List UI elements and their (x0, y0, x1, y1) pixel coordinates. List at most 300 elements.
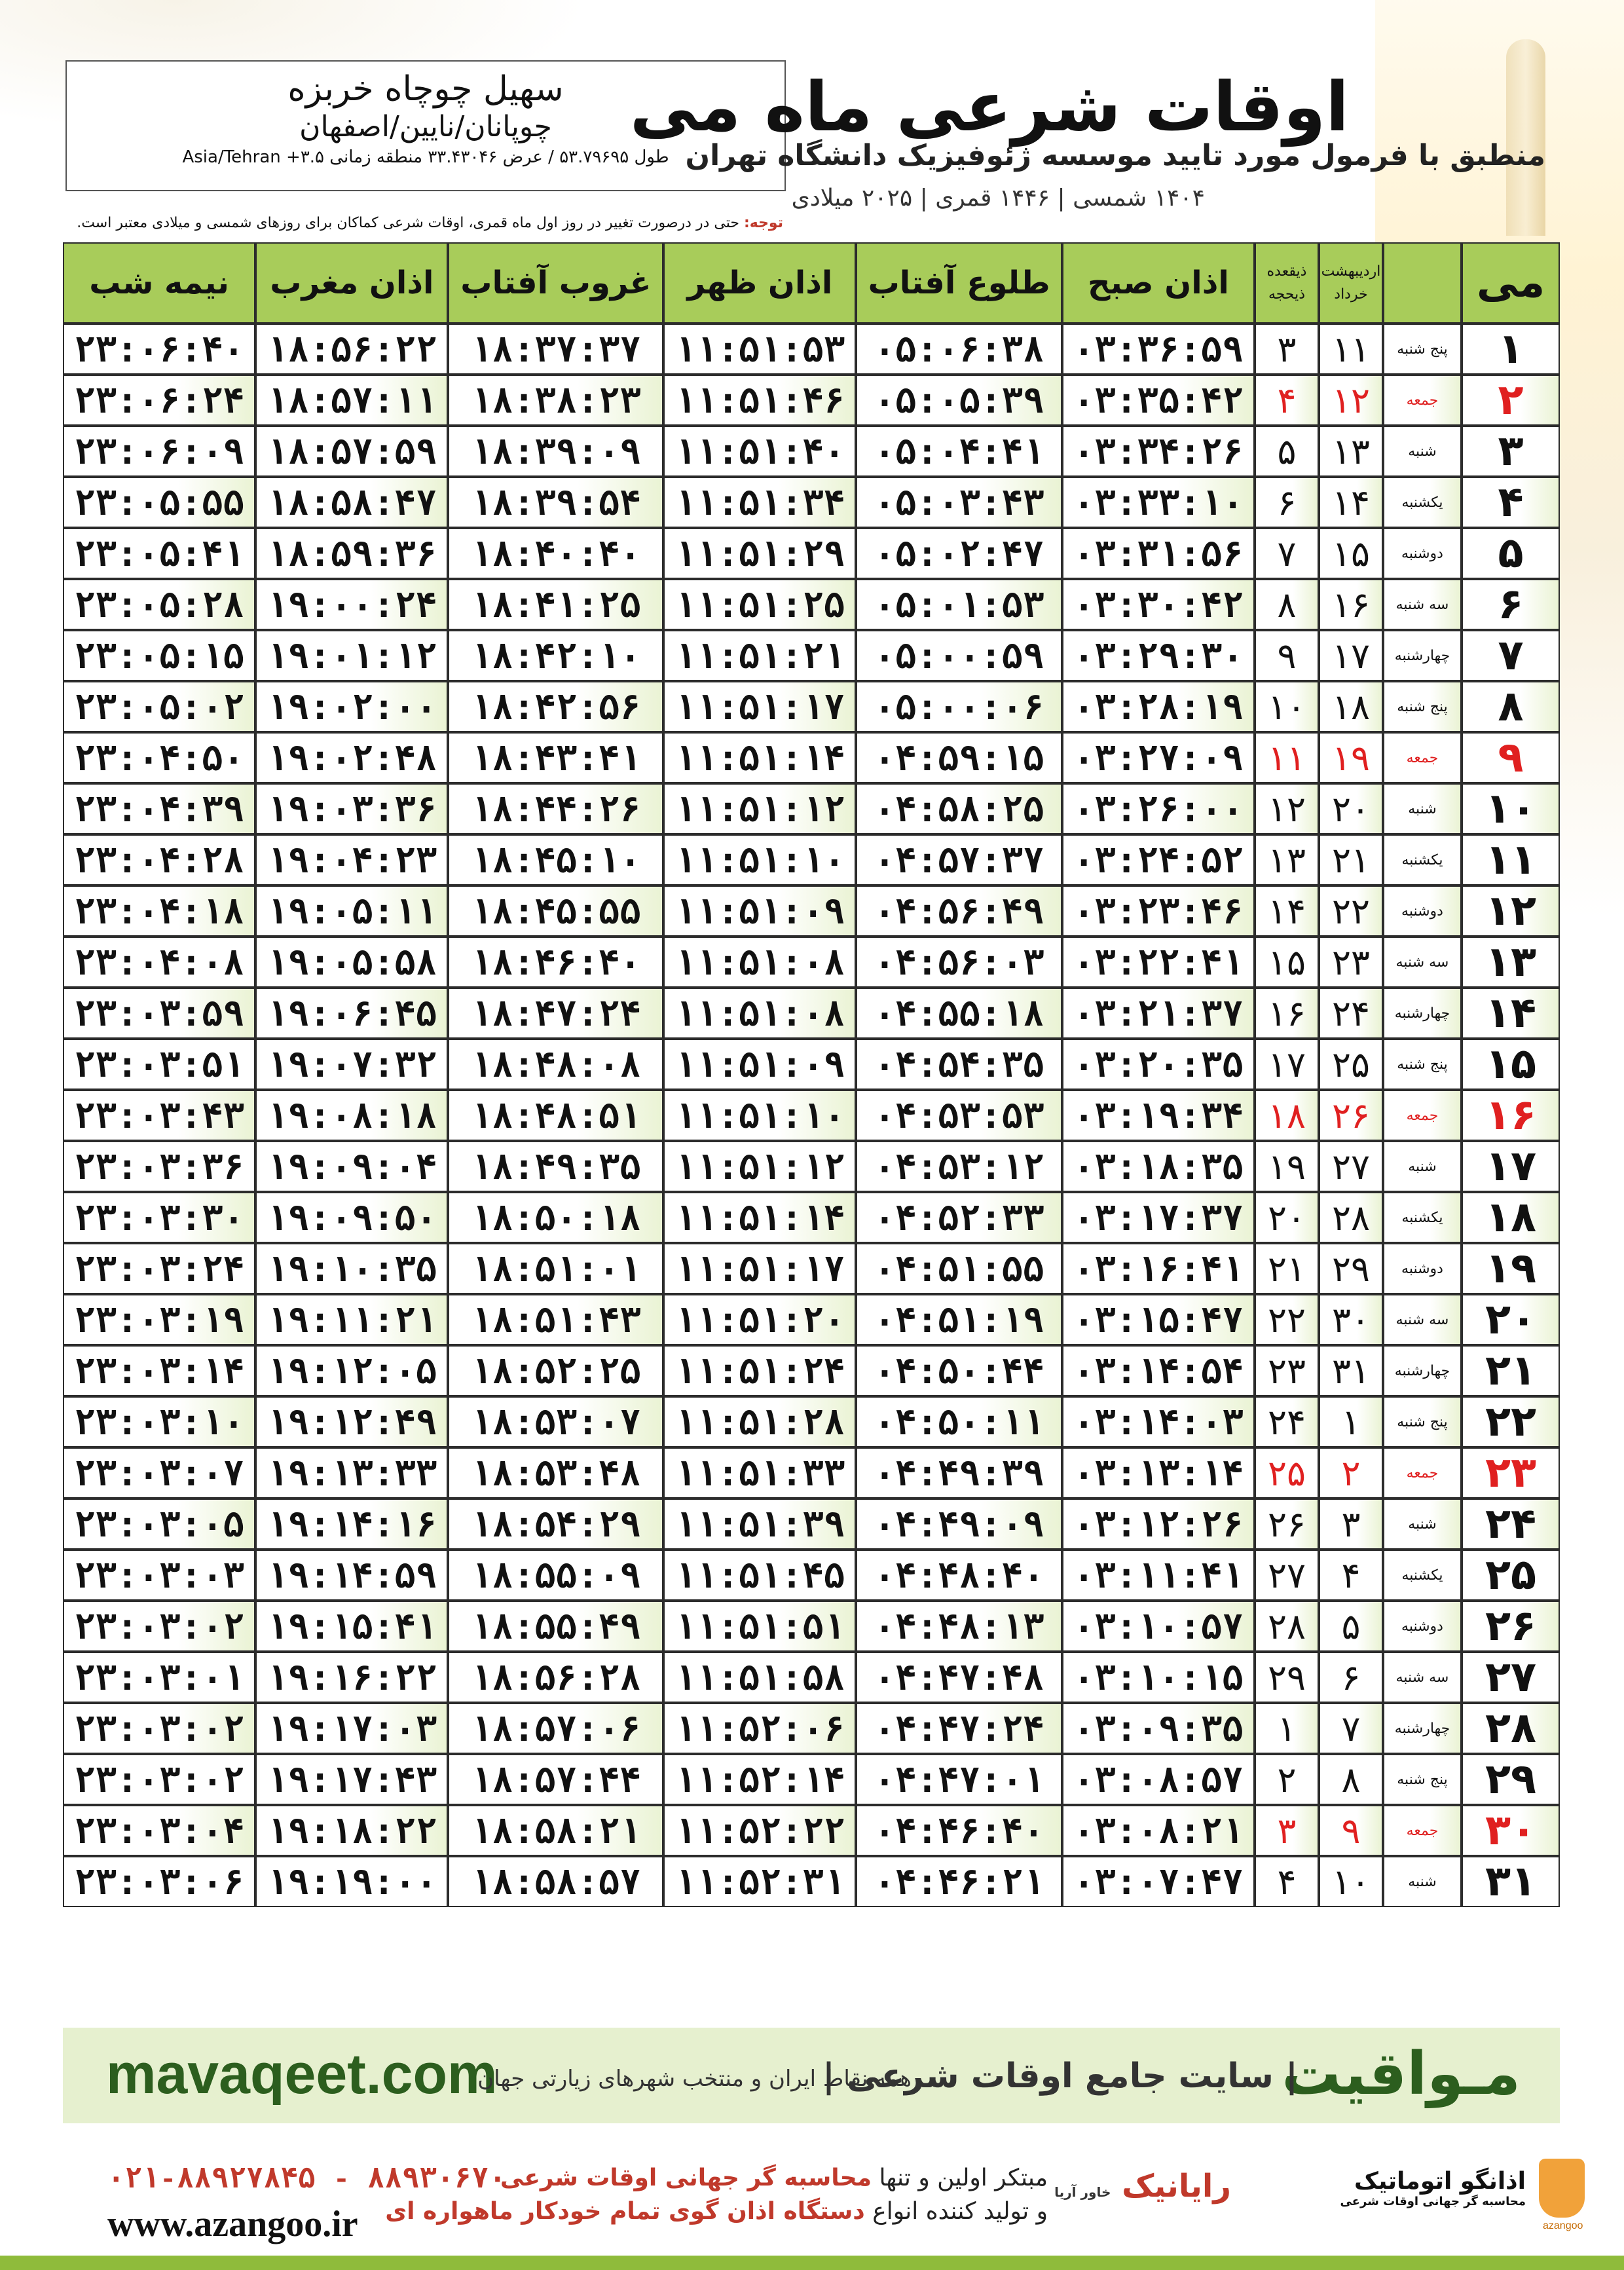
midnight-time: ۲۳:۰۳:۰۲ (63, 1754, 255, 1805)
sunrise-time: ۰۴:۵۰:۴۴ (856, 1345, 1061, 1396)
weekday: جمعه (1383, 732, 1462, 783)
sunrise-time: ۰۴:۵۹:۱۵ (856, 732, 1061, 783)
qamari-day: ۱۴ (1255, 885, 1319, 937)
dhuhr-time: ۱۱:۵۱:۲۵ (663, 579, 856, 630)
weekday: شنبه (1383, 1498, 1462, 1550)
dhuhr-time: ۱۱:۵۲:۲۲ (663, 1805, 856, 1856)
day-number: ۱۹ (1462, 1243, 1560, 1294)
fajr-time: ۰۳:۱۰:۱۵ (1062, 1652, 1255, 1703)
dhuhr-time: ۱۱:۵۱:۳۴ (663, 477, 856, 528)
table-row (63, 1805, 1560, 1856)
sunrise-time: ۰۵:۰۱:۵۳ (856, 579, 1061, 630)
website-link[interactable]: www.azangoo.ir (107, 2204, 358, 2244)
sunrise-time: ۰۴:۴۷:۲۴ (856, 1703, 1061, 1754)
shamsi-day: ۲۴ (1319, 988, 1383, 1039)
dhuhr-time: ۱۱:۵۱:۲۸ (663, 1396, 856, 1447)
day-number: ۶ (1462, 579, 1560, 630)
calendar-years: ۱۴۰۴ شمسی | ۱۴۴۶ قمری | ۲۰۲۵ میلادی (791, 185, 1205, 212)
header-month: می (1462, 242, 1560, 324)
sunrise-time: ۰۴:۴۶:۲۱ (856, 1856, 1061, 1907)
table-row (63, 1090, 1560, 1141)
location-name: سهیل چوچاه خربزه (287, 69, 564, 109)
sunrise-time: ۰۴:۴۹:۰۹ (856, 1498, 1061, 1550)
fajr-time: ۰۳:۱۲:۲۶ (1062, 1498, 1255, 1550)
maghrib-time: ۱۹:۱۱:۲۱ (255, 1294, 448, 1345)
shamsi-day: ۱۴ (1319, 477, 1383, 528)
qamari-day: ۲۷ (1255, 1550, 1319, 1601)
qamari-day: ۱۰ (1255, 681, 1319, 732)
sunset-time: ۱۸:۳۷:۳۷ (448, 324, 663, 375)
sunset-time: ۱۸:۵۵:۰۹ (448, 1550, 663, 1601)
dhuhr-time: ۱۱:۵۱:۵۳ (663, 324, 856, 375)
midnight-time: ۲۳:۰۳:۰۳ (63, 1550, 255, 1601)
midnight-time: ۲۳:۰۴:۱۸ (63, 885, 255, 937)
day-number: ۱۳ (1462, 937, 1560, 988)
sunset-time: ۱۸:۴۷:۲۴ (448, 988, 663, 1039)
midnight-time: ۲۳:۰۳:۵۱ (63, 1039, 255, 1090)
minaret-image (1506, 39, 1545, 236)
maghrib-time: ۱۹:۰۵:۵۸ (255, 937, 448, 988)
maghrib-time: ۱۹:۱۳:۳۳ (255, 1447, 448, 1498)
day-number: ۲۸ (1462, 1703, 1560, 1754)
prayer-times-table (63, 242, 1560, 1907)
sunrise-time: ۰۴:۵۰:۱۱ (856, 1396, 1061, 1447)
mavaqeet-banner (63, 2028, 1560, 2123)
maghrib-time: ۱۸:۵۷:۵۹ (255, 426, 448, 477)
sunset-time: ۱۸:۵۸:۵۷ (448, 1856, 663, 1907)
table-row (63, 528, 1560, 579)
shamsi-day: ۳۱ (1319, 1345, 1383, 1396)
sunset-time: ۱۸:۴۶:۴۰ (448, 937, 663, 988)
maghrib-time: ۱۹:۰۸:۱۸ (255, 1090, 448, 1141)
table-row (63, 1652, 1560, 1703)
dhuhr-time: ۱۱:۵۲:۱۴ (663, 1754, 856, 1805)
table-row (63, 681, 1560, 732)
qamari-day: ۱۶ (1255, 988, 1319, 1039)
brand-logo: مـواقیت (1282, 2039, 1521, 2108)
sunset-time: ۱۸:۵۰:۱۸ (448, 1192, 663, 1243)
shamsi-day: ۲۱ (1319, 834, 1383, 885)
day-number: ۵ (1462, 528, 1560, 579)
weekday: دوشنبه (1383, 1601, 1462, 1652)
qamari-day: ۷ (1255, 528, 1319, 579)
maghrib-time: ۱۹:۰۶:۴۵ (255, 988, 448, 1039)
fajr-time: ۰۳:۲۷:۰۹ (1062, 732, 1255, 783)
table-row (63, 1447, 1560, 1498)
table-row (63, 375, 1560, 426)
azangoo-logo-text: اذانگو اتوماتیک (1354, 2168, 1526, 2195)
sunset-time: ۱۸:۳۹:۰۹ (448, 426, 663, 477)
azangoo-icon-label: azangoo (1543, 2220, 1583, 2231)
dhuhr-time: ۱۱:۵۱:۱۷ (663, 681, 856, 732)
midnight-time: ۲۳:۰۳:۳۰ (63, 1192, 255, 1243)
sunset-time: ۱۸:۴۰:۴۰ (448, 528, 663, 579)
midnight-time: ۲۳:۰۳:۰۴ (63, 1805, 255, 1856)
weekday: دوشنبه (1383, 1243, 1462, 1294)
table-row (63, 477, 1560, 528)
sunrise-time: ۰۴:۴۹:۳۹ (856, 1447, 1061, 1498)
sunrise-time: ۰۴:۴۸:۴۰ (856, 1550, 1061, 1601)
maghrib-time: ۱۹:۰۴:۲۳ (255, 834, 448, 885)
maghrib-time: ۱۹:۰۰:۲۴ (255, 579, 448, 630)
dhuhr-time: ۱۱:۵۱:۱۲ (663, 783, 856, 834)
fajr-time: ۰۳:۱۸:۳۵ (1062, 1141, 1255, 1192)
dhuhr-time: ۱۱:۵۱:۲۱ (663, 630, 856, 681)
dhuhr-time: ۱۱:۵۱:۰۹ (663, 885, 856, 937)
maghrib-time: ۱۹:۰۵:۱۱ (255, 885, 448, 937)
sunrise-time: ۰۴:۵۷:۳۷ (856, 834, 1061, 885)
dhuhr-time: ۱۱:۵۲:۰۶ (663, 1703, 856, 1754)
sunrise-time: ۰۴:۴۷:۰۱ (856, 1754, 1061, 1805)
ad-line-2 (385, 2198, 1048, 2225)
sunset-time: ۱۸:۳۸:۲۳ (448, 375, 663, 426)
table-row (63, 988, 1560, 1039)
qamari-day: ۲۰ (1255, 1192, 1319, 1243)
midnight-time: ۲۳:۰۳:۴۳ (63, 1090, 255, 1141)
weekday: شنبه (1383, 783, 1462, 834)
weekday: پنج شنبه (1383, 1396, 1462, 1447)
sunrise-time: ۰۴:۵۳:۵۳ (856, 1090, 1061, 1141)
shamsi-day: ۶ (1319, 1652, 1383, 1703)
maghrib-time: ۱۸:۵۶:۲۲ (255, 324, 448, 375)
table-row (63, 885, 1560, 937)
shamsi-day: ۲۶ (1319, 1090, 1383, 1141)
day-number: ۳۱ (1462, 1856, 1560, 1907)
fajr-time: ۰۳:۳۶:۵۹ (1062, 324, 1255, 375)
table-row (63, 1498, 1560, 1550)
sunset-time: ۱۸:۴۵:۱۰ (448, 834, 663, 885)
midnight-time: ۲۳:۰۵:۴۱ (63, 528, 255, 579)
table-row (63, 324, 1560, 375)
header-maghrib: اذان مغرب (255, 242, 448, 324)
midnight-time: ۲۳:۰۶:۲۴ (63, 375, 255, 426)
maghrib-time: ۱۹:۱۰:۳۵ (255, 1243, 448, 1294)
dhuhr-time: ۱۱:۵۱:۴۵ (663, 1550, 856, 1601)
shamsi-day: ۹ (1319, 1805, 1383, 1856)
fajr-time: ۰۳:۲۴:۵۲ (1062, 834, 1255, 885)
shamsi-day: ۷ (1319, 1703, 1383, 1754)
shamsi-day: ۲۰ (1319, 783, 1383, 834)
table-row (63, 1703, 1560, 1754)
weekday: چهارشنبه (1383, 1345, 1462, 1396)
day-number: ۲۴ (1462, 1498, 1560, 1550)
dhuhr-time: ۱۱:۵۱:۱۲ (663, 1141, 856, 1192)
day-number: ۱۲ (1462, 885, 1560, 937)
azangoo-logo (1340, 2168, 1526, 2208)
sunrise-time: ۰۴:۵۲:۳۳ (856, 1192, 1061, 1243)
header-dhuhr: اذان ظهر (663, 242, 856, 324)
phone-numbers: ۰۲۱-۸۸۹۲۷۸۴۵ - ۸۸۹۳۰۶۷۰ (107, 2164, 506, 2197)
dhuhr-time: ۱۱:۵۱:۱۴ (663, 1192, 856, 1243)
shamsi-day: ۸ (1319, 1754, 1383, 1805)
qamari-day: ۸ (1255, 579, 1319, 630)
maghrib-time: ۱۹:۰۹:۵۰ (255, 1192, 448, 1243)
sunrise-time: ۰۴:۵۶:۴۹ (856, 885, 1061, 937)
fajr-time: ۰۳:۲۸:۱۹ (1062, 681, 1255, 732)
qamari-day: ۴ (1255, 375, 1319, 426)
sunset-time: ۱۸:۵۷:۴۴ (448, 1754, 663, 1805)
dhuhr-time: ۱۱:۵۱:۲۴ (663, 1345, 856, 1396)
maghrib-time: ۱۸:۵۸:۴۷ (255, 477, 448, 528)
maghrib-time: ۱۹:۱۷:۰۳ (255, 1703, 448, 1754)
day-number: ۱۴ (1462, 988, 1560, 1039)
midnight-time: ۲۳:۰۴:۳۹ (63, 783, 255, 834)
table-row (63, 732, 1560, 783)
header-shamsi: اردیبهشت خرداد (1319, 242, 1383, 324)
location-path: چوپانان/نایین/اصفهان (299, 110, 552, 143)
sunset-time: ۱۸:۴۸:۵۱ (448, 1090, 663, 1141)
weekday: چهارشنبه (1383, 1703, 1462, 1754)
sunrise-time: ۰۴:۵۶:۰۳ (856, 937, 1061, 988)
maghrib-time: ۱۹:۱۲:۰۵ (255, 1345, 448, 1396)
fajr-time: ۰۳:۱۹:۳۴ (1062, 1090, 1255, 1141)
sunrise-time: ۰۴:۴۶:۴۰ (856, 1805, 1061, 1856)
shamsi-day: ۳۰ (1319, 1294, 1383, 1345)
qamari-day: ۲۵ (1255, 1447, 1319, 1498)
day-number: ۱۵ (1462, 1039, 1560, 1090)
qamari-day: ۱ (1255, 1703, 1319, 1754)
day-number: ۲۵ (1462, 1550, 1560, 1601)
weekday: شنبه (1383, 1856, 1462, 1907)
day-number: ۴ (1462, 477, 1560, 528)
fajr-time: ۰۳:۱۵:۴۷ (1062, 1294, 1255, 1345)
fajr-time: ۰۳:۲۱:۳۷ (1062, 988, 1255, 1039)
table-row (63, 783, 1560, 834)
sunrise-time: ۰۴:۴۸:۱۳ (856, 1601, 1061, 1652)
table-row (63, 630, 1560, 681)
shamsi-day: ۱۹ (1319, 732, 1383, 783)
qamari-day: ۳ (1255, 1805, 1319, 1856)
table-row (63, 1243, 1560, 1294)
table-row (63, 834, 1560, 885)
fajr-time: ۰۳:۳۱:۵۶ (1062, 528, 1255, 579)
sunset-time: ۱۸:۵۸:۲۱ (448, 1805, 663, 1856)
site-url[interactable]: mavaqeet.com (106, 2043, 498, 2106)
fajr-time: ۰۳:۰۹:۳۵ (1062, 1703, 1255, 1754)
fajr-time: ۰۳:۱۱:۴۱ (1062, 1550, 1255, 1601)
weekday: شنبه (1383, 426, 1462, 477)
sunset-time: ۱۸:۴۲:۱۰ (448, 630, 663, 681)
dhuhr-time: ۱۱:۵۲:۳۱ (663, 1856, 856, 1907)
sunrise-time: ۰۴:۵۱:۱۹ (856, 1294, 1061, 1345)
table-row (63, 1345, 1560, 1396)
dhuhr-time: ۱۱:۵۱:۲۰ (663, 1294, 856, 1345)
maghrib-time: ۱۹:۱۶:۲۲ (255, 1652, 448, 1703)
day-number: ۲۰ (1462, 1294, 1560, 1345)
location-coords: طول ۵۳.۷۹۶۹۵ / عرض ۳۳.۴۳۰۴۶ منطقه زمانی ۳.۵+ Asia/Tehran (182, 147, 669, 167)
fajr-time: ۰۳:۲۶:۰۰ (1062, 783, 1255, 834)
day-number: ۲۷ (1462, 1652, 1560, 1703)
midnight-time: ۲۳:۰۳:۲۴ (63, 1243, 255, 1294)
qamari-day: ۳ (1255, 324, 1319, 375)
sunset-time: ۱۸:۴۴:۲۶ (448, 783, 663, 834)
qamari-day: ۹ (1255, 630, 1319, 681)
midnight-time: ۲۳:۰۵:۰۲ (63, 681, 255, 732)
fajr-time: ۰۳:۲۰:۳۵ (1062, 1039, 1255, 1090)
shamsi-day: ۱۶ (1319, 579, 1383, 630)
shamsi-day: ۱۱ (1319, 324, 1383, 375)
qamari-day: ۲۲ (1255, 1294, 1319, 1345)
maghrib-time: ۱۹:۱۲:۴۹ (255, 1396, 448, 1447)
day-number: ۱۸ (1462, 1192, 1560, 1243)
midnight-time: ۲۳:۰۳:۰۲ (63, 1601, 255, 1652)
sunset-time: ۱۸:۵۳:۰۷ (448, 1396, 663, 1447)
qamari-day: ۵ (1255, 426, 1319, 477)
maghrib-time: ۱۹:۰۹:۰۴ (255, 1141, 448, 1192)
weekday: یکشنبه (1383, 1550, 1462, 1601)
table-row (63, 1192, 1560, 1243)
maghrib-time: ۱۹:۰۲:۴۸ (255, 732, 448, 783)
maghrib-time: ۱۹:۰۷:۳۲ (255, 1039, 448, 1090)
fajr-time: ۰۳:۳۳:۱۰ (1062, 477, 1255, 528)
qamari-day: ۱۱ (1255, 732, 1319, 783)
weekday: پنج شنبه (1383, 1039, 1462, 1090)
qamari-day: ۲۱ (1255, 1243, 1319, 1294)
day-number: ۷ (1462, 630, 1560, 681)
dhuhr-time: ۱۱:۵۱:۲۹ (663, 528, 856, 579)
weekday: جمعه (1383, 1090, 1462, 1141)
weekday: دوشنبه (1383, 528, 1462, 579)
header-fajr: اذان صبح (1062, 242, 1255, 324)
sunrise-time: ۰۴:۵۵:۱۸ (856, 988, 1061, 1039)
fajr-time: ۰۳:۱۳:۱۴ (1062, 1447, 1255, 1498)
dhuhr-time: ۱۱:۵۱:۱۷ (663, 1243, 856, 1294)
sunrise-time: ۰۵:۰۵:۳۹ (856, 375, 1061, 426)
note-label: توجه: (743, 215, 783, 231)
maghrib-time: ۱۹:۱۴:۱۶ (255, 1498, 448, 1550)
ad-line-1-text: مبتکر اولین و تنها (872, 2165, 1048, 2191)
sunrise-time: ۰۴:۴۷:۴۸ (856, 1652, 1061, 1703)
sunset-time: ۱۸:۴۲:۵۶ (448, 681, 663, 732)
fajr-time: ۰۳:۱۴:۵۴ (1062, 1345, 1255, 1396)
sunset-time: ۱۸:۵۲:۲۵ (448, 1345, 663, 1396)
table-row (63, 1754, 1560, 1805)
dhuhr-time: ۱۱:۵۱:۰۹ (663, 1039, 856, 1090)
page-subtitle: منطبق با فرمول مورد تایید موسسه ژئوفیزیک دانشگاه تهران (685, 139, 1545, 172)
qamari-day: ۱۷ (1255, 1039, 1319, 1090)
midnight-time: ۲۳:۰۳:۵۹ (63, 988, 255, 1039)
midnight-time: ۲۳:۰۳:۱۰ (63, 1396, 255, 1447)
fajr-time: ۰۳:۱۶:۴۱ (1062, 1243, 1255, 1294)
dhuhr-time: ۱۱:۵۱:۱۴ (663, 732, 856, 783)
shamsi-day: ۵ (1319, 1601, 1383, 1652)
sunrise-time: ۰۴:۵۸:۲۵ (856, 783, 1061, 834)
table-body (63, 324, 1560, 1907)
weekday: جمعه (1383, 1447, 1462, 1498)
qamari-day: ۲۳ (1255, 1345, 1319, 1396)
qamari-day: ۱۳ (1255, 834, 1319, 885)
midnight-time: ۲۳:۰۴:۰۸ (63, 937, 255, 988)
maghrib-time: ۱۸:۵۷:۱۱ (255, 375, 448, 426)
midnight-time: ۲۳:۰۵:۲۸ (63, 579, 255, 630)
midnight-time: ۲۳:۰۶:۴۰ (63, 324, 255, 375)
sunset-time: ۱۸:۴۹:۳۵ (448, 1141, 663, 1192)
sunset-time: ۱۸:۵۶:۲۸ (448, 1652, 663, 1703)
maghrib-time: ۱۹:۰۲:۰۰ (255, 681, 448, 732)
fajr-time: ۰۳:۰۷:۴۷ (1062, 1856, 1255, 1907)
shamsi-day: ۲۳ (1319, 937, 1383, 988)
qamari-day: ۲۸ (1255, 1601, 1319, 1652)
weekday: پنج شنبه (1383, 1754, 1462, 1805)
dhuhr-time: ۱۱:۵۱:۱۰ (663, 1090, 856, 1141)
day-number: ۹ (1462, 732, 1560, 783)
rayanik-logo-text: رایانیک (1122, 2168, 1231, 2205)
fajr-time: ۰۳:۳۰:۴۲ (1062, 579, 1255, 630)
day-number: ۱ (1462, 324, 1560, 375)
weekday: شنبه (1383, 1141, 1462, 1192)
sunrise-time: ۰۵:۰۰:۵۹ (856, 630, 1061, 681)
maghrib-time: ۱۹:۱۷:۴۳ (255, 1754, 448, 1805)
azangoo-logo-sub: محاسبه گر جهانی اوقات شرعی (1340, 2195, 1526, 2208)
dhuhr-time: ۱۱:۵۱:۳۹ (663, 1498, 856, 1550)
shamsi-day: ۱۲ (1319, 375, 1383, 426)
sunrise-time: ۰۵:۰۳:۴۳ (856, 477, 1061, 528)
dhuhr-time: ۱۱:۵۱:۴۰ (663, 426, 856, 477)
maghrib-time: ۱۹:۱۸:۲۲ (255, 1805, 448, 1856)
weekday: دوشنبه (1383, 885, 1462, 937)
dhuhr-time: ۱۱:۵۱:۴۶ (663, 375, 856, 426)
midnight-time: ۲۳:۰۳:۱۴ (63, 1345, 255, 1396)
header-sunrise: طلوع آفتاب (856, 242, 1061, 324)
weekday: یکشنبه (1383, 477, 1462, 528)
midnight-time: ۲۳:۰۳:۰۵ (63, 1498, 255, 1550)
maghrib-time: ۱۹:۰۱:۱۲ (255, 630, 448, 681)
day-number: ۲۲ (1462, 1396, 1560, 1447)
fajr-time: ۰۳:۰۸:۲۱ (1062, 1805, 1255, 1856)
fajr-time: ۰۳:۰۸:۵۷ (1062, 1754, 1255, 1805)
dhuhr-time: ۱۱:۵۱:۵۸ (663, 1652, 856, 1703)
shamsi-day: ۱۵ (1319, 528, 1383, 579)
shamsi-day: ۲ (1319, 1447, 1383, 1498)
fajr-time: ۰۳:۳۵:۴۲ (1062, 375, 1255, 426)
header-qamari: ذیقعده ذیحجه (1255, 242, 1319, 324)
shamsi-day: ۱۰ (1319, 1856, 1383, 1907)
sunrise-time: ۰۵:۰۰:۰۶ (856, 681, 1061, 732)
weekday: سه شنبه (1383, 579, 1462, 630)
sunrise-time: ۰۵:۰۴:۴۱ (856, 426, 1061, 477)
shamsi-day: ۲۷ (1319, 1141, 1383, 1192)
maghrib-time: ۱۹:۱۵:۴۱ (255, 1601, 448, 1652)
dhuhr-time: ۱۱:۵۱:۰۸ (663, 988, 856, 1039)
weekday: سه شنبه (1383, 937, 1462, 988)
page-title: اوقات شرعی ماه می (629, 67, 1349, 147)
maghrib-time: ۱۸:۵۹:۳۶ (255, 528, 448, 579)
midnight-time: ۲۳:۰۴:۲۸ (63, 834, 255, 885)
midnight-time: ۲۳:۰۳:۰۷ (63, 1447, 255, 1498)
table-row (63, 1141, 1560, 1192)
azangoo-icon (1539, 2159, 1585, 2231)
qamari-day: ۱۸ (1255, 1090, 1319, 1141)
qamari-day: ۱۵ (1255, 937, 1319, 988)
day-number: ۲۹ (1462, 1754, 1560, 1805)
sunrise-time: ۰۴:۵۱:۵۵ (856, 1243, 1061, 1294)
shamsi-day: ۲۸ (1319, 1192, 1383, 1243)
qamari-day: ۲۶ (1255, 1498, 1319, 1550)
midnight-time: ۲۳:۰۵:۱۵ (63, 630, 255, 681)
shamsi-day: ۱ (1319, 1396, 1383, 1447)
sunrise-time: ۰۵:۰۶:۳۸ (856, 324, 1061, 375)
shamsi-day: ۱۸ (1319, 681, 1383, 732)
table-row (63, 1601, 1560, 1652)
qamari-day: ۴ (1255, 1856, 1319, 1907)
day-number: ۲۱ (1462, 1345, 1560, 1396)
fajr-time: ۰۳:۱۰:۵۷ (1062, 1601, 1255, 1652)
maghrib-time: ۱۹:۰۳:۳۶ (255, 783, 448, 834)
day-number: ۱۷ (1462, 1141, 1560, 1192)
weekday: یکشنبه (1383, 834, 1462, 885)
fajr-time: ۰۳:۳۴:۲۶ (1062, 426, 1255, 477)
maghrib-time: ۱۹:۱۹:۰۰ (255, 1856, 448, 1907)
